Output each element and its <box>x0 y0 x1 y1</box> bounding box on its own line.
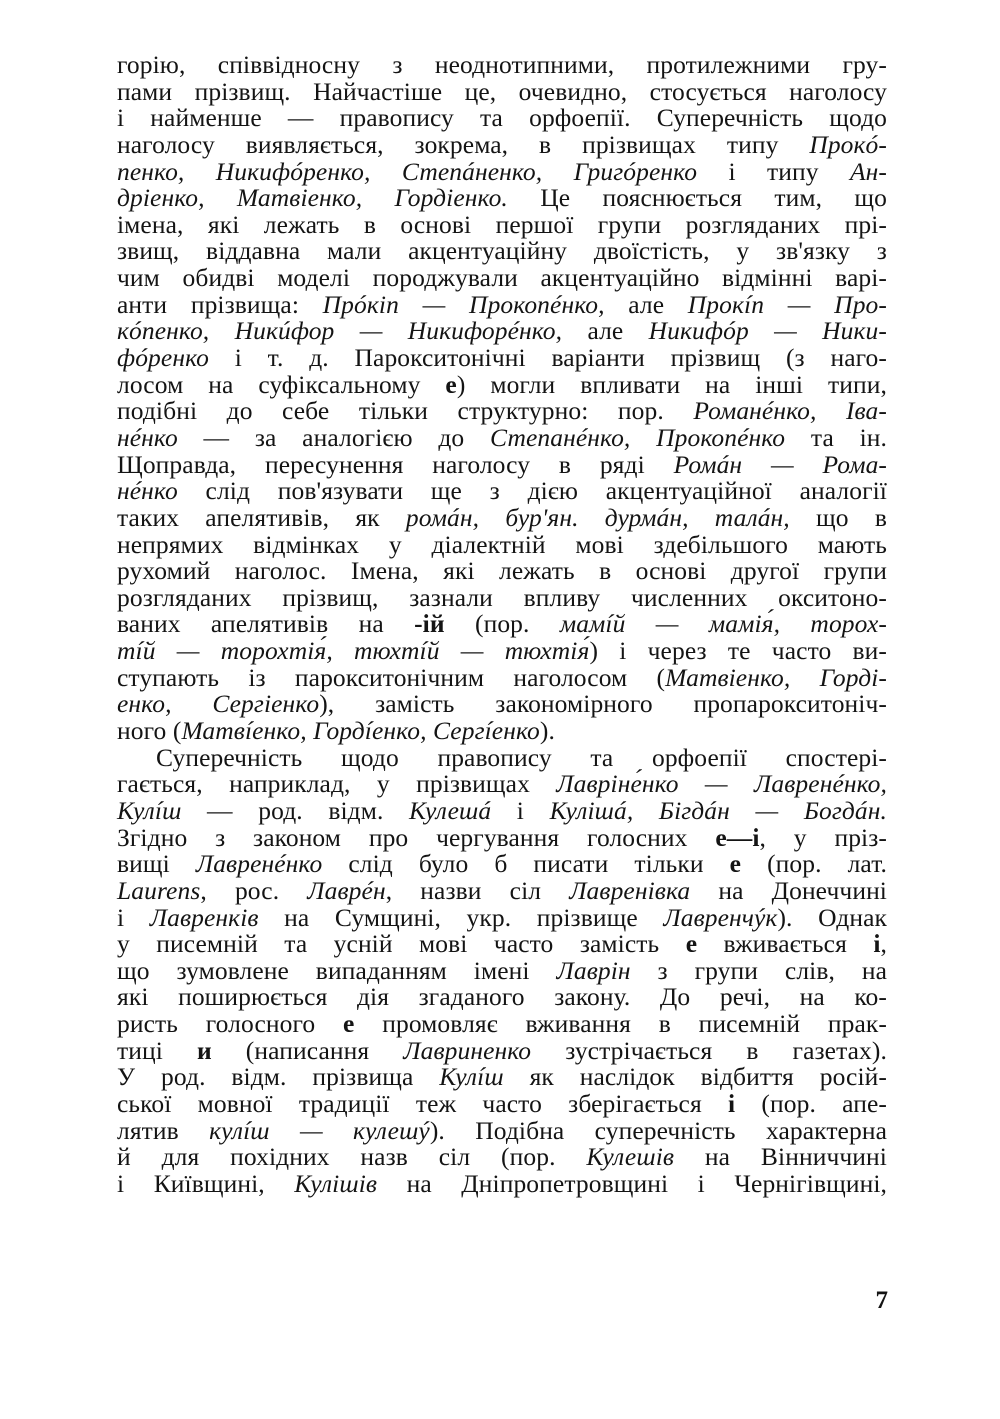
text-run: імена, які лежать в основі першої групи розгляданих прі- <box>117 209 887 239</box>
text-run: які поширюється дія згаданого закону. До речі, на ко- <box>117 982 887 1012</box>
bold-run: е <box>343 1009 355 1039</box>
text-line <box>117 105 887 132</box>
text-run: і Київщині, <box>117 1168 295 1198</box>
text-line <box>117 1035 887 1065</box>
text-run: та ін. <box>785 422 887 452</box>
text-run: ступають із парокситонічним наголосом ( <box>117 662 666 692</box>
text-line <box>117 289 887 319</box>
text-run: ), замість закономірного пропарокситоніч- <box>319 689 887 719</box>
italic-run: Прокíп — Про- <box>687 289 887 319</box>
italic-run: Никифóр — Ники- <box>648 316 887 346</box>
text-line <box>117 478 887 505</box>
italic-run: тíй — торохтія́, тюхтíй — тюхтія́ <box>117 636 590 666</box>
text-run: лосом на суфіксальному <box>117 369 446 399</box>
italic-run: Лаврін <box>556 955 631 985</box>
text-run: (написання <box>211 1035 404 1065</box>
text-line <box>117 875 887 905</box>
italic-run: Ан- <box>849 156 887 186</box>
text-line <box>117 771 887 798</box>
italic-run: Матвіенко, Горді- <box>665 662 888 692</box>
text-run: Щоправда, пересунення наголосу в ряді <box>117 449 674 479</box>
bold-run: е <box>685 929 698 959</box>
italic-run: Кулешів <box>586 1142 675 1172</box>
text-line <box>117 185 887 212</box>
text-run: ). Подібна суперечність характерна <box>429 1115 887 1145</box>
italic-run: Ромáн — Рома- <box>673 449 888 479</box>
text-run: чим обидві моделі породжували акцентуаційно відмінні варі- <box>117 263 887 293</box>
text-run: Суперечність щодо правопису та орфоепії спостері- <box>156 742 887 772</box>
italic-run: кулíш — кулешý <box>209 1115 430 1145</box>
text-line <box>117 398 887 425</box>
text-run: на Донеччині <box>690 875 887 905</box>
text-line <box>117 611 887 638</box>
text-line <box>117 718 887 745</box>
text-run: ного ( <box>117 716 182 746</box>
text-line <box>117 345 887 372</box>
italic-run: кóпенко, Никúфор — Никифорéнко, <box>117 316 563 346</box>
text-line <box>117 129 887 159</box>
text-run: Згідно з законом про чергування голосних <box>117 822 716 852</box>
text-line <box>117 984 887 1011</box>
text-line <box>117 422 887 452</box>
text-line <box>117 955 888 985</box>
text-run: і <box>117 902 150 932</box>
text-line <box>117 318 887 345</box>
text-line <box>117 449 888 479</box>
italic-run: Кулíш <box>117 795 182 825</box>
text-run: і типу <box>697 156 850 186</box>
text-line <box>117 902 888 932</box>
text-run: Це пояснюється тим, що <box>507 183 888 213</box>
text-line <box>117 1064 887 1091</box>
bold-run: е—і <box>715 822 760 852</box>
italic-run: Лавренчýк <box>663 902 778 932</box>
italic-run: пенко, Никифóренко, Степáненко, Григóренко <box>117 156 698 186</box>
text-run: що зумовлене випаданням імені <box>117 955 557 985</box>
text-line <box>117 529 887 559</box>
text-run: на Вінниччині <box>674 1142 887 1172</box>
text-run: — род. відм. <box>181 795 410 825</box>
text-run: ваних апелятивів на <box>117 609 415 639</box>
text-run: пами прізвищ. Найчастіше це, очевидно, стосується наголосу <box>117 76 887 106</box>
italic-run: Лавренівка <box>569 875 691 905</box>
text-line <box>117 742 887 772</box>
text-run: промовляє вживання в писемній прак- <box>354 1009 887 1039</box>
text-run: з групи слів, на <box>630 955 888 985</box>
text-line <box>117 209 887 239</box>
text-run: слід пов'язувати ще з дією акцентуаційної аналогії <box>177 476 887 506</box>
text-run: й для похідних назв сіл (пор. <box>117 1142 587 1172</box>
text-line <box>117 822 887 852</box>
text-run: горію, співвідносну з неоднотипними, протилежними гру- <box>117 50 887 79</box>
italic-run: дріенко, Матвіенко, Гордіенко. <box>117 183 508 213</box>
italic-run: Кулішів <box>294 1168 378 1198</box>
text-run: ) і через те часто ви- <box>589 636 888 666</box>
text-line <box>117 1144 887 1171</box>
bold-run: е <box>445 369 457 399</box>
text-run: вживається <box>697 929 874 959</box>
italic-run: Кулішá, Бігдáн — Богдáн. <box>549 795 887 825</box>
text-run: звищ, віддавна мали акцентуаційну двоїстість, у зв'язку з <box>117 236 887 266</box>
text-run: слід було б писати тільки <box>322 849 730 879</box>
text-run: на Сумщині, укр. прізвище <box>258 902 664 932</box>
text-line <box>117 662 888 692</box>
italic-run: Лавренків <box>149 902 259 932</box>
italic-run: нéнко <box>117 422 178 452</box>
text-run: і <box>491 795 550 825</box>
text-run: що в <box>789 502 887 532</box>
text-run: але <box>604 289 688 319</box>
bold-run: е <box>729 849 742 879</box>
text-run: (пор. лат. <box>741 849 887 879</box>
text-run: ). <box>539 716 555 746</box>
text-line <box>117 558 887 585</box>
text-run: на Дніпропетровщині і Чернігівщині, <box>377 1168 887 1198</box>
text-line <box>117 502 887 532</box>
italic-run: Романéнко, Іва- <box>693 396 887 426</box>
text-run: лятив <box>117 1115 210 1145</box>
text-line <box>117 1088 887 1118</box>
text-run: (пор. <box>444 609 560 639</box>
text-run: розгляданих прізвищ, зазнали впливу численних окситоно- <box>117 582 887 612</box>
text-line <box>117 931 887 958</box>
text-line <box>117 1115 887 1145</box>
text-line <box>117 1011 887 1038</box>
text-run: і т. д. Парокситонічні варіанти прізвищ (з наго- <box>208 343 887 373</box>
text-line <box>117 795 887 825</box>
text-run: , <box>880 929 888 959</box>
text-run: вищі <box>117 849 196 879</box>
text-run: , рос. <box>200 875 308 905</box>
text-run: ської мовної традиції теж часто зберігається <box>117 1088 728 1118</box>
text-run: ). Однак <box>777 902 888 932</box>
text-run: подібні до себе тільки структурно: пор. <box>117 396 694 426</box>
italic-run: Прокó- <box>809 129 887 159</box>
text-line <box>117 582 887 612</box>
text-run: наголосу виявляється, зокрема, в прізвищах типу <box>117 129 810 159</box>
italic-run: Лавріне́нко — Лавренéнко, <box>556 769 887 799</box>
italic-run: мамíй — мамія́, торох- <box>559 609 887 639</box>
text-run: гається, наприклад, у прізвищах <box>117 769 557 799</box>
text-run: анти прізвища: <box>117 289 323 319</box>
text-run: (пор. апе- <box>735 1088 887 1118</box>
italic-run: ромáн, бур'ян. дурмáн, талáн, <box>405 502 790 532</box>
text-line <box>117 638 887 665</box>
text-line <box>117 691 887 718</box>
italic-run: енко, Сергіенко <box>117 689 320 719</box>
text-run: ристь голосного <box>117 1009 344 1039</box>
italic-run: Матвíенко, Гордíенко, Сергíенко <box>181 716 540 746</box>
bold-run: і <box>728 1088 736 1118</box>
italic-run: фóренко <box>117 343 209 373</box>
text-line <box>117 851 887 878</box>
text-run: зустрічається в газетах). <box>531 1035 887 1065</box>
text-run: у писемній та усній мові часто замість <box>117 929 686 959</box>
text-line <box>117 238 887 265</box>
text-line <box>117 1168 887 1198</box>
bold-run: -ій <box>414 609 445 639</box>
text-run: — за аналогією до <box>177 422 490 452</box>
text-run: рухомий наголос. Імена, які лежать в основі другої групи <box>117 556 887 586</box>
text-run: У род. відм. прізвища <box>117 1062 440 1092</box>
text-run: таких апелятивів, як <box>117 502 406 532</box>
text-run: але <box>562 316 649 346</box>
italic-run: Лавренéнко <box>195 849 323 879</box>
italic-run: Кулешá <box>409 795 492 825</box>
text-line <box>117 369 887 399</box>
text-run: , назви сіл <box>385 875 570 905</box>
italic-run: Степанéнко, Прокопéнко <box>489 422 786 452</box>
italic-run: Прóкіп — Прокопéнко, <box>322 289 605 319</box>
bold-run: і <box>873 929 881 959</box>
bold-run: и <box>196 1035 212 1065</box>
italic-run: Кулíш <box>439 1062 504 1092</box>
text-line <box>117 156 887 186</box>
text-run: і найменше — правопису та орфоепії. Суперечність щодо <box>117 103 887 133</box>
text-line <box>117 265 887 292</box>
italic-run: Лавриненко <box>403 1035 532 1065</box>
text-run: ) могли впливати на інші типи, <box>456 369 887 399</box>
text-run: як наслідок відбиття росій- <box>503 1062 887 1092</box>
italic-run: Лаврéн <box>307 875 386 905</box>
italic-run: Laurens <box>117 875 201 905</box>
text-run: непрямих відмінках у діалектній мові здебільшого мають <box>117 529 887 559</box>
text-line <box>117 52 887 79</box>
italic-run: нéнко <box>117 476 178 506</box>
text-line <box>117 76 887 106</box>
text-run: , у пріз- <box>759 822 887 852</box>
text-run: тиці <box>117 1035 197 1065</box>
page-number: 7 <box>875 1287 888 1314</box>
page-body <box>117 52 887 1198</box>
